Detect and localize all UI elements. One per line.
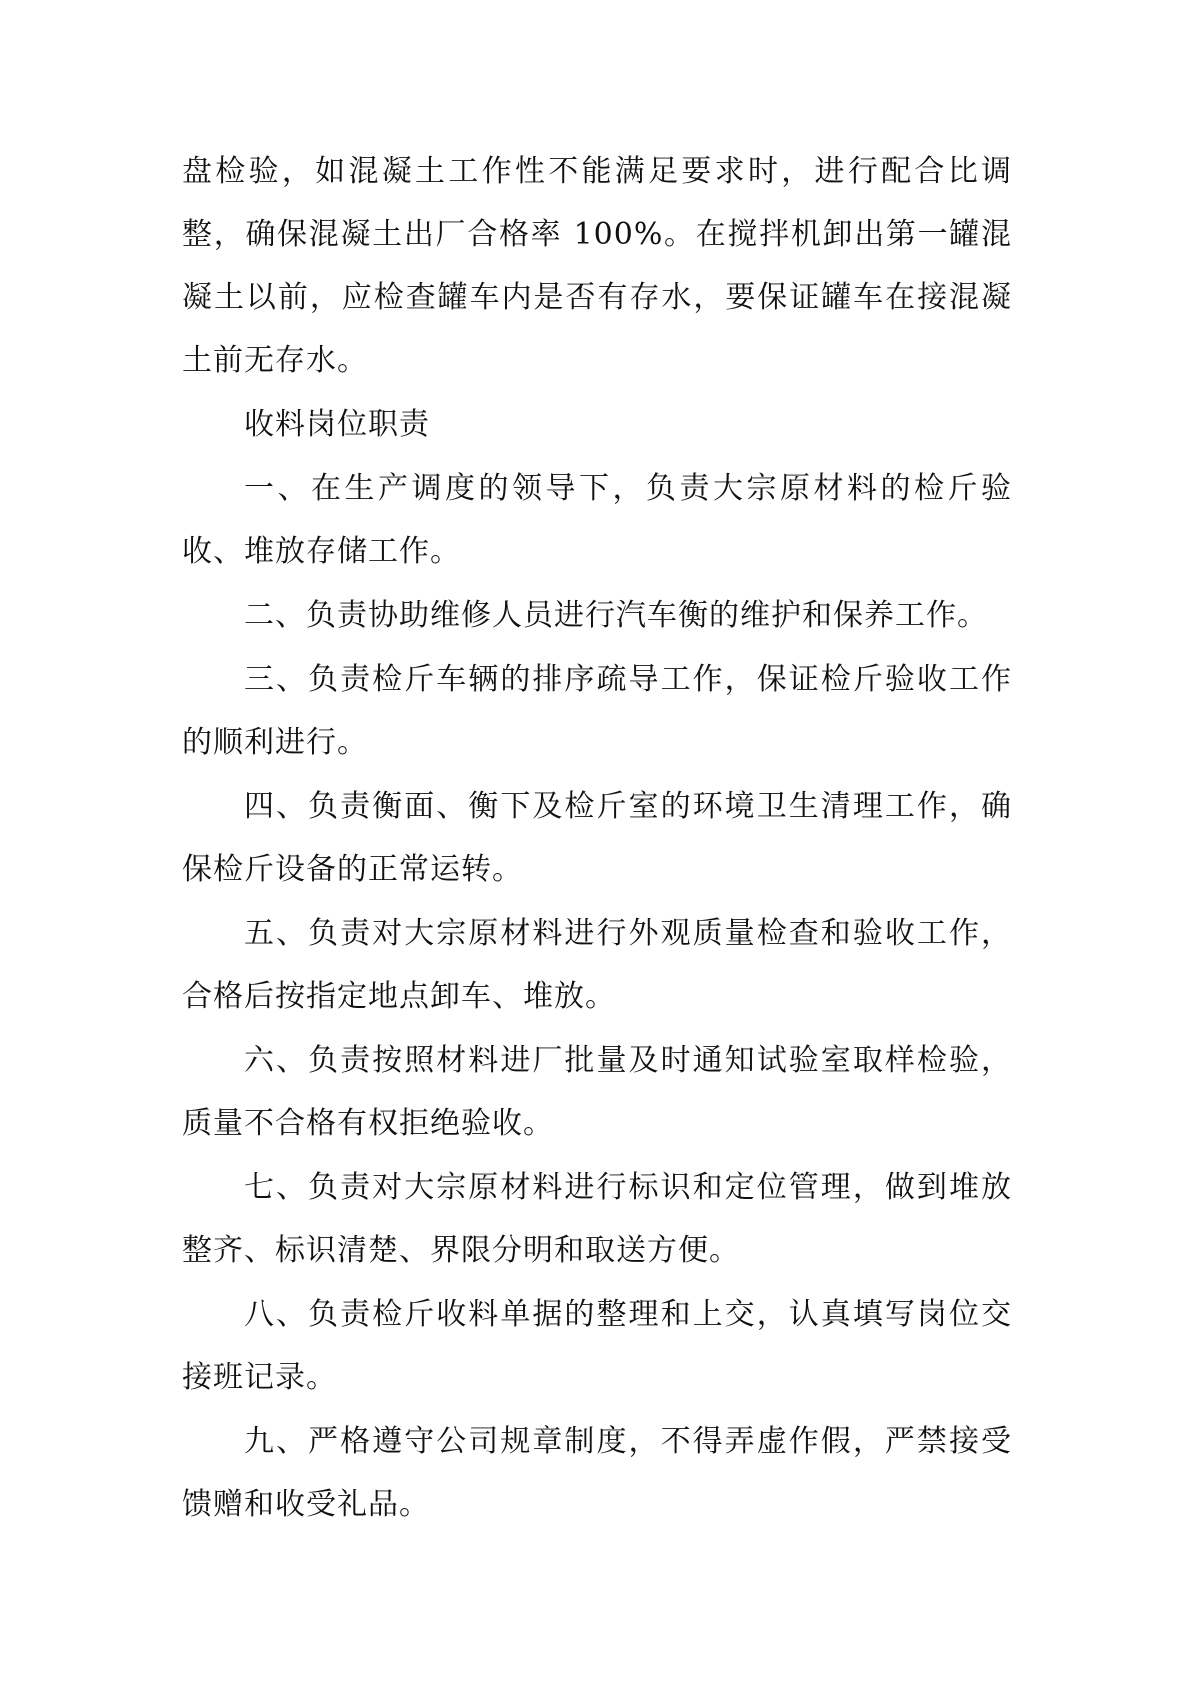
duty-item-8: 八、负责检斤收料单据的整理和上交，认真填写岗位交接班记录。 xyxy=(182,1297,1012,1395)
duty-item-7: 七、负责对大宗原材料进行标识和定位管理，做到堆放整齐、标识清楚、界限分明和取送方便。 xyxy=(182,1170,1012,1268)
duty-item-2: 二、负责协助维修人员进行汽车衡的维护和保养工作。 xyxy=(244,598,988,633)
duty-item-3: 三、负责检斤车辆的排序疏导工作，保证检斤验收工作的顺利进行。 xyxy=(182,662,1012,760)
document-body xyxy=(182,140,1012,1537)
duty-item-4: 四、负责衡面、衡下及检斤室的环境卫生清理工作，确保检斤设备的正常运转。 xyxy=(182,789,1012,887)
duty-item-5: 五、负责对大宗原材料进行外观质量检查和验收工作，合格后按指定地点卸车、堆放。 xyxy=(182,916,1012,1014)
duty-item-6: 六、负责按照材料进厂批量及时通知试验室取样检验，质量不合格有权拒绝验收。 xyxy=(182,1043,1012,1141)
section-heading: 收料岗位职责 xyxy=(244,407,430,442)
duty-item-1: 一、在生产调度的领导下，负责大宗原材料的检斤验收、堆放存储工作。 xyxy=(182,471,1012,569)
duty-item-9: 九、严格遵守公司规章制度，不得弄虚作假，严禁接受馈赠和收受礼品。 xyxy=(182,1424,1012,1522)
paragraph-continuation: 盘检验，如混凝土工作性不能满足要求时，进行配合比调整，确保混凝土出厂合格率 100%。在搅拌机卸出第一罐混凝土以前，应检查罐车内是否有存水，要保证罐车在接混凝土前无存水。 xyxy=(182,154,1012,378)
